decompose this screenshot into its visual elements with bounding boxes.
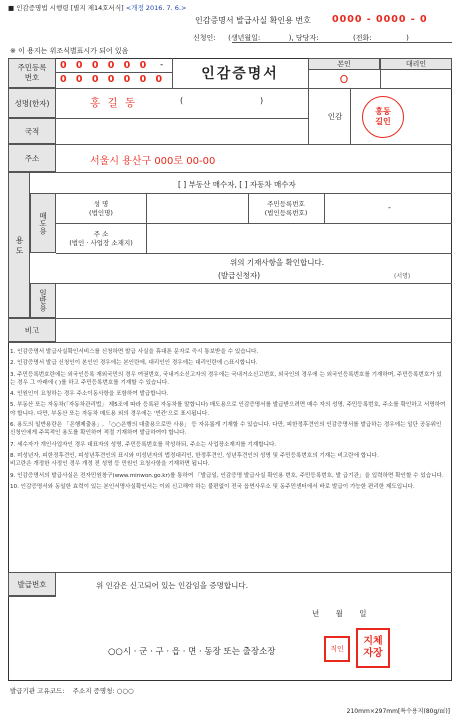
issue-date: 년 월 일	[312, 609, 367, 618]
note-item: 10. 인감증명서와 동일한 효력이 있는 본인서명사실확인서는 이외 신고해야 하는 불편없이 전국 읍면사무소 및 동주민센터에서 바로 발급이 가능한 편리한 제도입니다.	[10, 483, 415, 490]
notes-list	[10, 348, 446, 491]
resident-no-dash: -	[160, 60, 164, 70]
buyer-reg-label: 주민등록번호 (법인등록번호)	[264, 200, 308, 217]
official-seal-small: 직인	[324, 636, 350, 662]
seal-stamp-text: 홍동 길인	[375, 107, 391, 126]
usage-sale-label: 매도용	[30, 193, 56, 253]
official-seal-large: 지체 자장	[356, 628, 390, 668]
name-paren-open: (	[180, 96, 184, 105]
usage-buyer-type: [ ] 부동산 매수자, [ ] 자동차 매수자	[178, 180, 296, 189]
nationality-label: 국적	[8, 118, 56, 144]
name-paren-close: )	[260, 96, 264, 105]
paper-spec: 210mm×297mm[특수용지(80g/㎡)]	[346, 708, 450, 715]
buyer-reg-value: -	[388, 203, 391, 212]
usage-side-label: 용 도	[8, 172, 30, 318]
remarks-label: 비고	[8, 318, 56, 342]
name-label: 성명(한자)	[8, 88, 56, 118]
address-value: 서울시 용산구 000로 00-00	[90, 156, 216, 167]
note-item: 1. 인감증명서 발급사실확인서비스를 신청하면 발급 사실을 휴대폰 문자로 즉시 통보받을 수 있습니다.	[10, 349, 259, 355]
note-item: 4. 인원인이 요청하는 경우 주소이동사항을 포함하여 발급합니다.	[10, 391, 169, 398]
role-self-mark: O	[339, 72, 349, 86]
applicant-line: 신청인: (생년월일: ), 당당자: (전화: )	[193, 34, 409, 42]
sign-label: (서명)	[394, 273, 411, 280]
note-item: 9. 인감증명서의 발급사실은 전자민원창구(www.minwon.go.kr)를 통하여 「발급일, 인감증명 발급사실 확인용 번호, 주민등록번호, 발 급기관」을 입력하면 확인할 수 있습니다.	[10, 472, 444, 479]
issue-applicant-label: (발급신청자)	[218, 271, 261, 280]
address-label: 주소	[8, 144, 56, 172]
note-item: 7. 세수자가 개인사업자인 경우 대표자의 성명, 주민등록번호를 작성하되, 주소는 사업장소재지를 기재합니다.	[10, 441, 277, 448]
resident-no-front: 0 0 0 0 0 0	[60, 60, 150, 71]
form-reference: ■ 인감증명법 시행령 [별지 제14호서식] <개정 2016. 7. 6.>	[8, 4, 187, 12]
note-item: 3. 주민등록번호란에는 외국인등록 재외국민의 경우 여권번호, 국내거소신고자의 경우에는 국내거소신고번호, 외국인의 경우에 는 외국인등록번호를 기재하며, 주민등록번호가 있는 경우 그 아래에 ( )를 하고 주민등록번호를 기재할 수 있습니다.	[10, 371, 442, 386]
seal-label: 인감	[327, 111, 343, 121]
note-item: 8. 미성년자, 피한정후견인, 피성년후견인의 표시와 미성년자의 법정대리인, 한정후견인, 성년후견인의 성명 및 주민등록번호의 기재는 비고란에 합니다.	[10, 452, 379, 459]
footer-agency-code: 발급기관 고유코드: 주소지 증명청: ○○○	[10, 687, 134, 695]
buyer-name-label: 성 명 (법인명)	[89, 200, 113, 217]
forgery-notice: ※ 이 용지는 위조식별표시가 되어 있음	[10, 47, 129, 55]
confirm-number-value: 0000 - 0000 - 0	[332, 14, 428, 25]
confirm-number-label: 인감증명서 발급사실 확인용 번호	[195, 16, 311, 25]
resident-no-label: 주민등록 번호	[8, 58, 56, 88]
usage-general-label: 일반용	[30, 283, 56, 318]
note-item: 2. 인감증명서 발급 신청인이 본인인 경우에는 본인란에, 대리인인 경우에는 대리인란에 ○표시합니다.	[10, 360, 258, 367]
note-item: 5. 부동산 또는 자동차(「자동차관리법」 제5조에 따라 등록된 자동차를 말합니다) 매도용으로 인감증명서를 발급받으려면 매수 자의 성명, 주민등록번호, 주소를 확인하고 서명하여야 합니다. 다만, 부동산 또는 자동차 매도용 외의 경우에는 '빈칸'으로 표시됩니다.	[10, 402, 446, 417]
buyer-address-label: 주 소 (법인 · 사업장 소재지)	[69, 230, 133, 247]
role-proxy-label: 대리인	[380, 58, 452, 70]
certify-text: 위 인감은 신고되어 있는 인감임을 증명합니다.	[96, 581, 248, 590]
role-self-label: 본인	[308, 58, 380, 70]
seal-stamp	[362, 96, 404, 138]
name-value: 홍 길 동	[90, 97, 138, 109]
note-item: 비고란은 개정한 사정인 경우 개정 전 성명 등 민원인 요청사항을 기재하면 됩니다.	[10, 461, 210, 468]
document-title: 인감증명서	[201, 66, 279, 82]
issue-number-label: 발급번호	[8, 572, 56, 596]
note-item: 6. 용도의 일반용란은 「은행제출용」, 「○○은행의 대출용으로만 사용」 등 자유롭게 기재할 수 있습니다. 다만, 피한정후견인의 인감증명서를 발급하는 경우에는 일단 공동위인 신청인에게 주목적인 용도를 확인하여 적절 기재하여 발급하여야 합니다.	[10, 422, 442, 437]
confirm-text: 위의 기재사항을 확인합니다.	[230, 258, 325, 267]
issuer-text: ○○시 · 군 · 구 · 읍 · 면 · 동장 또는 출장소장	[108, 647, 276, 657]
resident-no-back: 0 0 0 0 0 0 0	[60, 74, 166, 85]
